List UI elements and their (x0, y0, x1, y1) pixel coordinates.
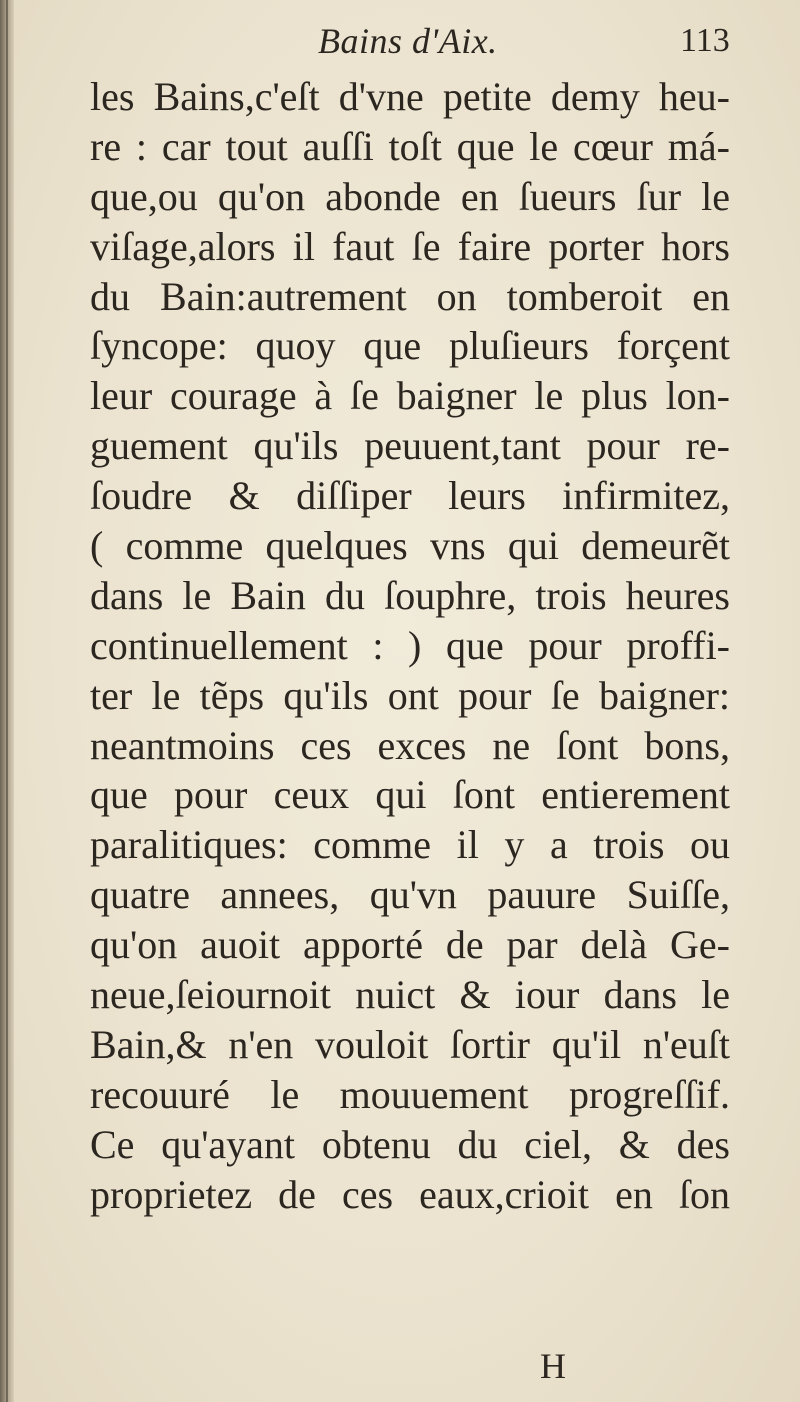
text-line: qu'on auoit apporté de par delà Ge- (90, 922, 730, 968)
text-line: les Bains,c'eſt d'vne petite demy heu- (90, 74, 730, 119)
text-line: continuellement : ) que pour proffi- (90, 622, 730, 668)
page-number: 113 (680, 22, 730, 59)
text-line: quatre annees, qu'vn pauure Suiſſe, (90, 872, 730, 918)
text-line: paralitiques: comme il y a trois ou (90, 822, 730, 868)
text-line: Ce qu'ayant obtenu du ciel, & des (90, 1121, 730, 1167)
gutter-edge (6, 0, 8, 1402)
text-line: guement qu'ils peuuent,tant pour re- (90, 423, 730, 469)
text-line: ſoudre & diſſiper leurs infirmitez, (90, 473, 730, 519)
text-line: neantmoins ces exces ne ſont bons, (90, 722, 730, 768)
text-line: que,ou qu'on abonde en ſueurs ſur le (90, 173, 730, 219)
text-line: leur courage à ſe baigner le plus lon- (90, 373, 730, 419)
text-line: dans le Bain du ſouphre, trois heures (90, 572, 730, 618)
running-title: Bains d'Aix. (318, 21, 498, 61)
text-line: neue,ſeiournoit nuict & iour dans le (90, 972, 730, 1018)
text-line: ſyncope: quoy que pluſieurs forçent (90, 323, 730, 369)
text-line: du Bain:autrement on tomberoit en (90, 273, 730, 319)
text-line: viſage,alors il faut ſe faire porter hors (90, 223, 730, 269)
running-head (0, 16, 800, 66)
text-line: ( comme quelques vns qui demeurẽt (90, 523, 730, 569)
text-line: recouuré le mouuement progreſſif. (90, 1071, 730, 1117)
text-line: re : car tout auſſi toſt que le cœur má- (90, 123, 730, 169)
body-text (90, 72, 730, 1219)
text-line: que pour ceux qui ſont entierement (90, 772, 730, 818)
text-line: Bain,& n'en vouloit ſortir qu'il n'euſt (90, 1021, 730, 1067)
text-line: proprietez de ces eaux,crioit en ſon (90, 1171, 730, 1217)
text-line: ter le tẽps qu'ils ont pour ſe baigner: (90, 672, 730, 718)
signature-mark: H (540, 1346, 566, 1386)
